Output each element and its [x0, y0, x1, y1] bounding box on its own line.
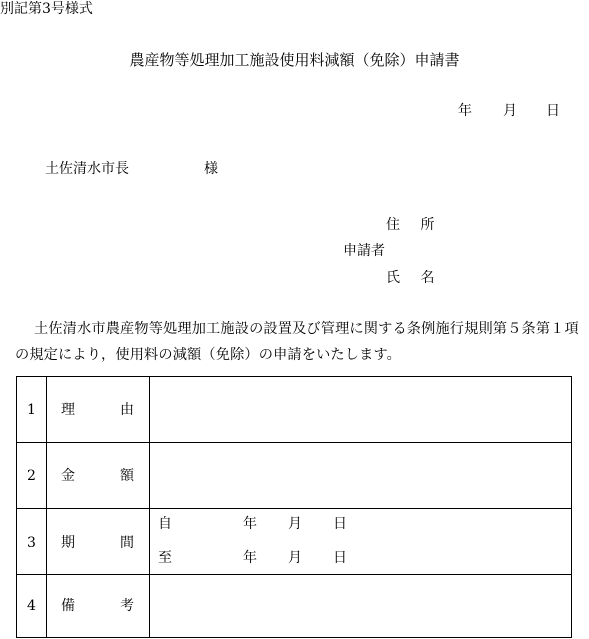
period-from-day: 日 — [333, 516, 347, 532]
row-label-char: 間 — [120, 535, 134, 551]
body-text-line-1: 土佐清水市農産物等処理加工施設の設置及び管理に関する条例施行規則第５条第１項 — [34, 321, 579, 337]
period-from-month: 月 — [288, 516, 302, 532]
table-row-divider — [16, 508, 572, 509]
applicant-label: 申請者 — [343, 243, 385, 259]
row-number: 3 — [27, 535, 36, 551]
reason-field[interactable] — [150, 377, 571, 442]
row-label-char: 考 — [120, 598, 134, 614]
period-to-month: 月 — [288, 550, 302, 566]
row-label-char: 額 — [120, 468, 134, 484]
period-to-year: 年 — [243, 550, 257, 566]
period-to-day: 日 — [333, 550, 347, 566]
row-label-char: 由 — [120, 402, 134, 418]
date-month-label: 月 — [503, 103, 517, 119]
row-label-char: 理 — [61, 402, 75, 418]
date-day-label: 日 — [546, 103, 560, 119]
addressee-name: 土佐清水市長 — [45, 161, 129, 177]
period-to-label: 至 — [158, 550, 172, 566]
amount-field[interactable] — [150, 443, 571, 508]
document-title: 農産物等処理加工施設使用料減額（免除）申請書 — [129, 51, 460, 69]
table-border-right — [571, 376, 572, 638]
remarks-field[interactable] — [150, 575, 571, 637]
addressee-honorific: 様 — [204, 161, 218, 177]
period-from-label: 自 — [158, 516, 172, 532]
period-from-year: 年 — [243, 516, 257, 532]
row-label-char: 金 — [61, 468, 75, 484]
row-number: 4 — [27, 598, 36, 614]
name-label: 氏 名 — [386, 270, 435, 286]
address-label: 住 所 — [386, 217, 435, 233]
row-number: 1 — [27, 402, 36, 418]
form-id: 別記第3号様式 — [0, 1, 93, 17]
row-label-char: 備 — [61, 598, 75, 614]
table-border-left — [16, 376, 17, 638]
table-column-divider — [46, 376, 47, 638]
table-border-bottom — [16, 637, 572, 638]
row-label-char: 期 — [61, 535, 75, 551]
date-year-label: 年 — [458, 103, 472, 119]
body-text-line-2: の規定により，使用料の減額（免除）の申請をいたします。 — [15, 347, 401, 363]
row-number: 2 — [27, 468, 36, 484]
